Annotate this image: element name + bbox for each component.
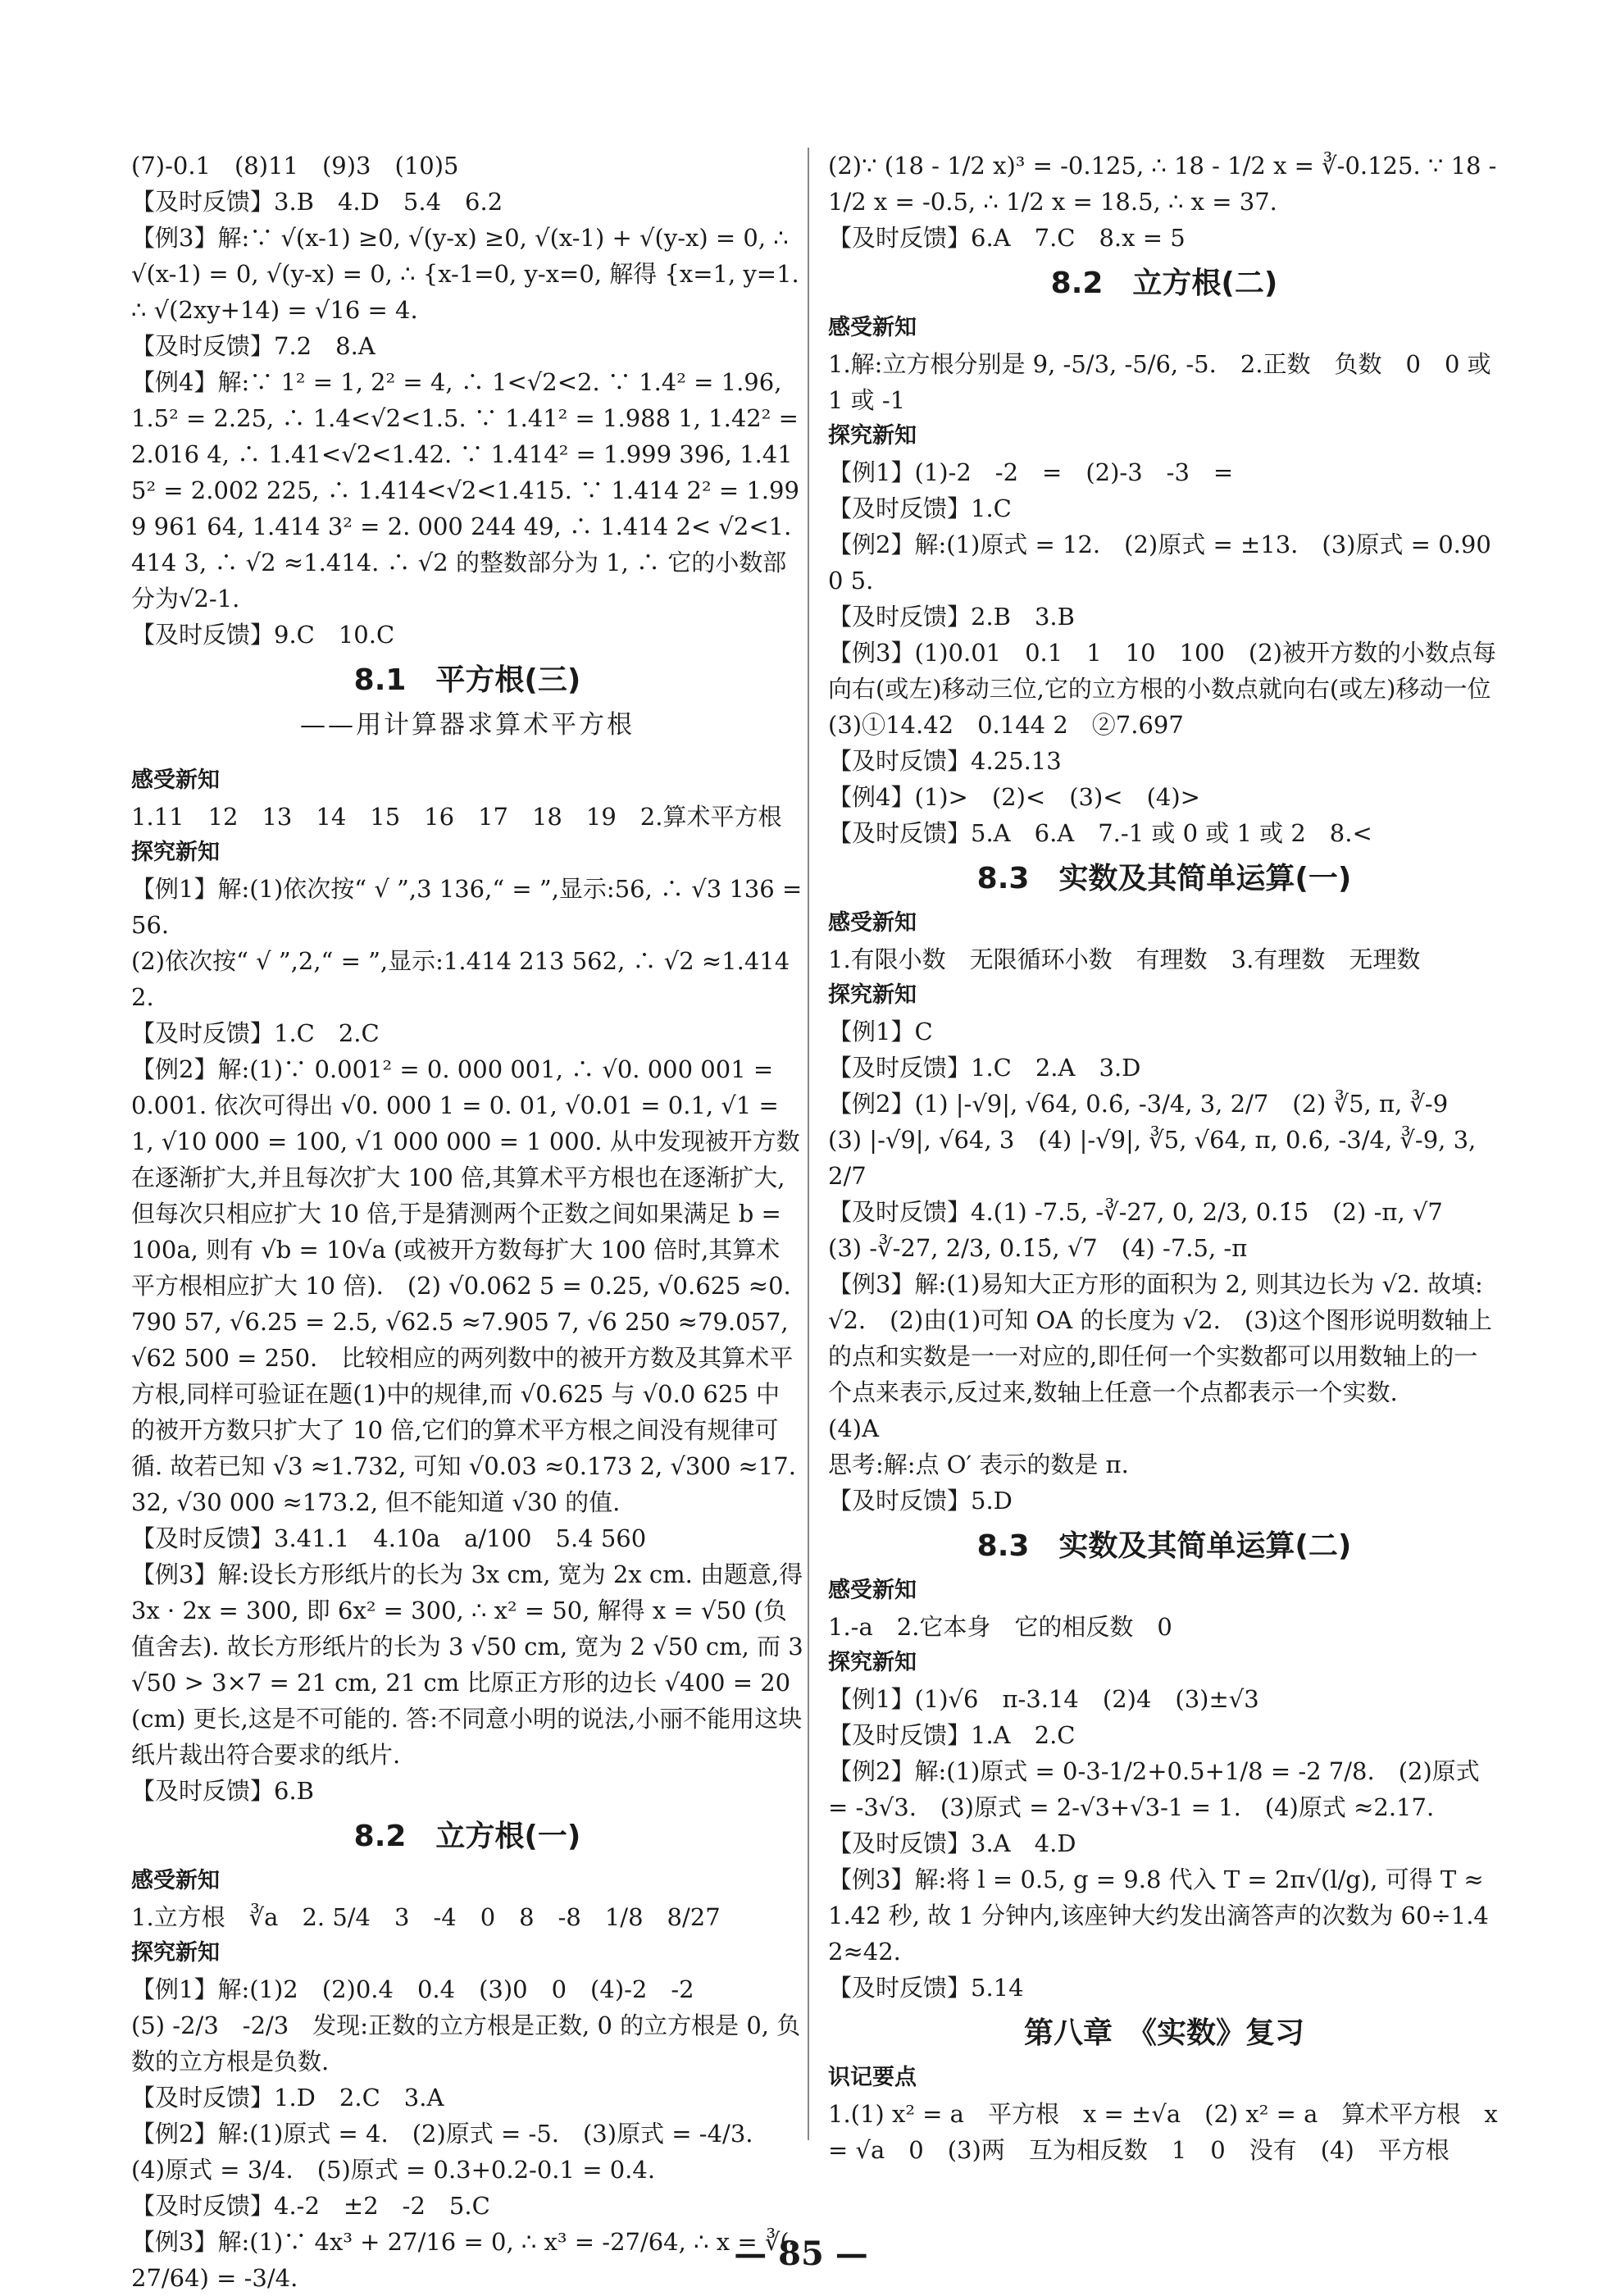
section-title: 8.3 实数及其简单运算(一) bbox=[976, 862, 1352, 895]
answer-line: 【及时反馈】5.14 bbox=[828, 1974, 1024, 2002]
section-label: 探究新知 bbox=[131, 1940, 220, 1966]
answer-line: 【例1】解:(1)2 (2)0.4 0.4 (3)0 0 (4)-2 -2 bbox=[131, 1975, 694, 2003]
answer-line: 【及时反馈】3.41.1 4.10a a/100 5.4 560 bbox=[131, 1524, 647, 1552]
section-title: 8.1 平方根(三) bbox=[353, 663, 581, 697]
answer-line: 【例1】(1)√6 π-3.14 (2)4 (3)±√3 bbox=[828, 1685, 1259, 1713]
answer-line: 1.有限小数 无限循环小数 有理数 3.有理数 无理数 bbox=[828, 945, 1421, 973]
answer-line: 【及时反馈】1.C 2.C bbox=[131, 1019, 380, 1047]
answer-line: 【及时反馈】2.B 3.B bbox=[828, 603, 1075, 631]
answer-line: 【及时反馈】4.(1) -7.5, -∛-27, 0, 2/3, 0.1̇5̇ (2) -π, √7 bbox=[828, 1198, 1443, 1226]
page-number: — 85 — bbox=[734, 2234, 868, 2273]
answer-line: 【及时反馈】1.C bbox=[828, 494, 1012, 522]
answer-line: 【例4】(1)> (2)< (3)< (4)> bbox=[828, 783, 1200, 811]
answer-line: 【及时反馈】9.C 10.C bbox=[131, 621, 395, 649]
answer-line: 【及时反馈】1.D 2.C 3.A bbox=[131, 2084, 444, 2112]
answer-line: 【例1】C bbox=[828, 1018, 933, 1046]
section-label: 探究新知 bbox=[828, 982, 917, 1008]
answer-line: (7)-0.1 (8)11 (9)3 (10)5 bbox=[131, 152, 459, 180]
answer-line: 【例3】解:(1)易知大正方形的面积为 2, 则其边长为 √2. 故填: √2. (2)由(1)可知 OA 的长度为 √2. (3)这个图形说明数轴上的点和实数是一一对应的,即任何一个实数都可以用数轴上的一个点来表示,反过来,数轴上任意一个点都表示一个实数. bbox=[828, 1270, 1492, 1406]
answer-line: (4)A bbox=[828, 1414, 880, 1442]
answer-line: 【例2】解:(1)原式 = 4. (2)原式 = -5. (3)原式 = -4/3. bbox=[131, 2120, 753, 2148]
answer-line: 【例3】解:(1)∵ 4x³ + 27/16 = 0, ∴ x³ = -27/64, ∴ x = ∛(-27/64) = -3/4. bbox=[131, 2228, 798, 2292]
answer-line: 【例2】解:(1)原式 = 12. (2)原式 = ±13. (3)原式 = 0.900 5. bbox=[828, 531, 1491, 594]
answer-line: 【及时反馈】5.A 6.A 7.-1 或 0 或 1 或 2 8.< bbox=[828, 819, 1372, 847]
section-label: 感受新知 bbox=[828, 910, 917, 936]
answer-line: 【例3】解:设长方形纸片的长为 3x cm, 宽为 2x cm. 由题意,得 3x · 2x = 300, 即 6x² = 300, ∴ x² = 50, 解得 x = √50 (负值舍去). 故长方形纸片的长为 3 √50 cm, 宽为 2 √50 cm, 而 3 √50 > 3×7 = 21 cm, 21 cm 比原正方形的边长 √400 = 20 (cm) 更长,这是不可能的. 答:不同意小明的说法,小丽不能用这块纸片裁出符合要求的纸片. bbox=[131, 1560, 803, 1769]
answer-line: (3) -∛-27, 2/3, 0.1̇5̇, √7 (4) -7.5, -π bbox=[828, 1234, 1248, 1262]
answer-line: (2)依次按“ √ ”,2,“ = ”,显示:1.414 213 562, ∴ √2 ≈1.414 2. bbox=[131, 947, 790, 1011]
answer-line: (2)∵ (18 - 1/2 x)³ = -0.125, ∴ 18 - 1/2 x = ∛-0.125. ∵ 18 - 1/2 x = -0.5, ∴ 1/2 x = 18.5, ∴ x = 37. bbox=[828, 152, 1497, 216]
answer-line: 【及时反馈】6.A 7.C 8.x = 5 bbox=[828, 224, 1186, 252]
answer-line: 思考:解:点 O′ 表示的数是 π. bbox=[828, 1451, 1129, 1478]
answer-line: 【及时反馈】3.A 4.D bbox=[828, 1829, 1076, 1857]
section-title: 第八章 《实数》复习 bbox=[1023, 2016, 1304, 2050]
section-title: 8.2 立方根(一) bbox=[353, 1820, 581, 1853]
answer-line: 【及时反馈】1.C 2.A 3.D bbox=[828, 1054, 1141, 1082]
answer-line: 【例3】(1)0.01 0.1 1 10 100 (2)被开方数的小数点每向右(或左)移动三位,它的立方根的小数点就向右(或左)移动一位 (3)①14.42 0.144 2 ②7.697 bbox=[828, 639, 1515, 739]
answer-line: 【及时反馈】5.D bbox=[828, 1487, 1013, 1515]
answer-line: 【及时反馈】4.25.13 bbox=[828, 747, 1062, 775]
section-label: 探究新知 bbox=[131, 840, 220, 865]
answer-line: 【例2】解:(1)∵ 0.001² = 0. 000 001, ∴ √0. 000 001 = 0.001. 依次可得出 √0. 000 1 = 0. 01, √0.01 = 0.1, √1 = 1, √10 000 = 100, √1 000 000 = 1 000. 从中发现被开方数在逐渐扩大,并且每次扩大 100 倍,其算术平方根也在逐渐扩大,但每次只相应扩大 10 倍,于是猜测两个正数之间如果满足 b = 100a, 则有 √b = 10√a (或被开方数每扩大 100 倍时,其算术平方根相应扩大 10 倍). (2) √0.062 5 = 0.25, √0.625 ≈0.790 57, √6.25 = 2.5, √62.5 ≈7.905 7, √6 250 ≈79.057, √62 500 = 250. 比较相应的两列数中的被开方数及其算术平方根,同样可验证在题(1)中的规律,而 √0.625 与 √0.0 625 中的被开方数只扩大了 10 倍,它们的算术平方根之间没有规律可循. 故若已知 √3 ≈1.732, 可知 √0.03 ≈0.173 2, √300 ≈17.32, √30 000 ≈173.2, 但不能知道 √30 的值. bbox=[131, 1055, 800, 1516]
section-title: 8.3 实数及其简单运算(二) bbox=[976, 1529, 1352, 1563]
answer-line: 【及时反馈】7.2 8.A bbox=[131, 332, 375, 360]
section-title: 8.2 立方根(二) bbox=[1050, 266, 1278, 300]
answer-line: 【例3】解:将 l = 0.5, g = 9.8 代入 T = 2π√(l/g), 可得 T ≈1.42 秒, 故 1 分钟内,该座钟大约发出滴答声的次数为 60÷1.42≈42. bbox=[828, 1866, 1489, 1966]
section-label: 识记要点 bbox=[828, 2065, 917, 2090]
answer-line: 【例2】解:(1)原式 = 0-3-1/2+0.5+1/8 = -2 7/8. (2)原式 = -3√3. (3)原式 = 2-√3+√3-1 = 1. (4)原式 ≈2.17. bbox=[828, 1757, 1480, 1821]
answer-line: 1.11 12 13 14 15 16 17 18 19 2.算术平方根 bbox=[131, 803, 782, 831]
answer-line: 1.-a 2.它本身 它的相反数 0 bbox=[828, 1613, 1172, 1641]
answer-line: 【例2】(1) |-√9|, √64, 0.6̇, -3/4, 3, 2/7 (2) ∛5, π, ∛-9 bbox=[828, 1090, 1449, 1118]
answer-line: 【例1】(1)-2 -2 = (2)-3 -3 = bbox=[828, 458, 1234, 486]
section-label: 感受新知 bbox=[131, 1868, 220, 1893]
answer-line: 1.立方根 ∛a 2. 5/4 3 -4 0 8 -8 1/8 8/27 bbox=[131, 1903, 721, 1931]
answer-line: 【例1】解:(1)依次按“ √ ”,3 136,“ = ”,显示:56, ∴ √3 136 = 56. bbox=[131, 875, 803, 939]
answer-line: (5) -2/3 -2/3 发现:正数的立方根是正数, 0 的立方根是 0, 负数的立方根是负数. bbox=[131, 2011, 801, 2075]
section-label: 探究新知 bbox=[828, 1650, 917, 1675]
answer-line: 1.(1) x² = a 平方根 x = ±√a (2) x² = a 算术平方根 x = √a 0 (3)两 互为相反数 1 0 没有 (4) 平方根 bbox=[828, 2100, 1498, 2164]
section-label: 感受新知 bbox=[828, 1578, 917, 1603]
answer-line: 【及时反馈】6.B bbox=[131, 1777, 314, 1805]
answer-line: (4)原式 = 3/4. (5)原式 = 0.3+0.2-0.1 = 0.4. bbox=[131, 2156, 656, 2184]
answer-line: 【及时反馈】1.A 2.C bbox=[828, 1721, 1076, 1749]
section-label: 感受新知 bbox=[828, 315, 917, 340]
answer-line: 【例3】解:∵ √(x-1) ≥0, √(y-x) ≥0, √(x-1) + √(y-x) = 0, ∴ √(x-1) = 0, √(y-x) = 0, ∴ {x-1=0, y-x=0, 解得 {x=1, y=1. ∴ √(2xy+14) = √16 = 4. bbox=[131, 224, 799, 324]
section-label: 探究新知 bbox=[828, 423, 917, 449]
answer-line: 【及时反馈】3.B 4.D 5.4 6.2 bbox=[131, 188, 503, 216]
answer-line: 1.解:立方根分别是 9, -5/3, -5/6, -5. 2.正数 负数 0 0 或 1 或 -1 bbox=[828, 350, 1491, 414]
section-subtitle: ——用计算器求算术平方根 bbox=[300, 710, 635, 740]
answer-line: 【例4】解:∵ 1² = 1, 2² = 4, ∴ 1<√2<2. ∵ 1.4² = 1.96, 1.5² = 2.25, ∴ 1.4<√2<1.5. ∵ 1.41² = 1.988 1, 1.42² = 2.016 4, ∴ 1.41<√2<1.42. ∵ 1.414² = 1.999 396, 1.415² = 2.002 225, ∴ 1.414<√2<1.415. ∵ 1.414 2² = 1.999 961 64, 1.414 3² = 2. 000 244 49, ∴ 1.414 2< √2<1.414 3, ∴ √2 ≈1.414. ∴ √2 的整数部分为 1, ∴ 它的小数部分为√2-1. bbox=[131, 368, 799, 613]
answer-line: (3) |-√9|, √64, 3 (4) |-√9|, ∛5, √64, π, 0.6̇, -3/4, ∛-9, 3, 2/7 bbox=[828, 1126, 1477, 1190]
right-column bbox=[828, 148, 1515, 2168]
left-column bbox=[131, 148, 803, 2296]
column-divider bbox=[808, 148, 809, 2140]
section-label: 感受新知 bbox=[131, 768, 220, 793]
answer-line: 【及时反馈】4.-2 ±2 -2 5.C bbox=[131, 2192, 490, 2220]
